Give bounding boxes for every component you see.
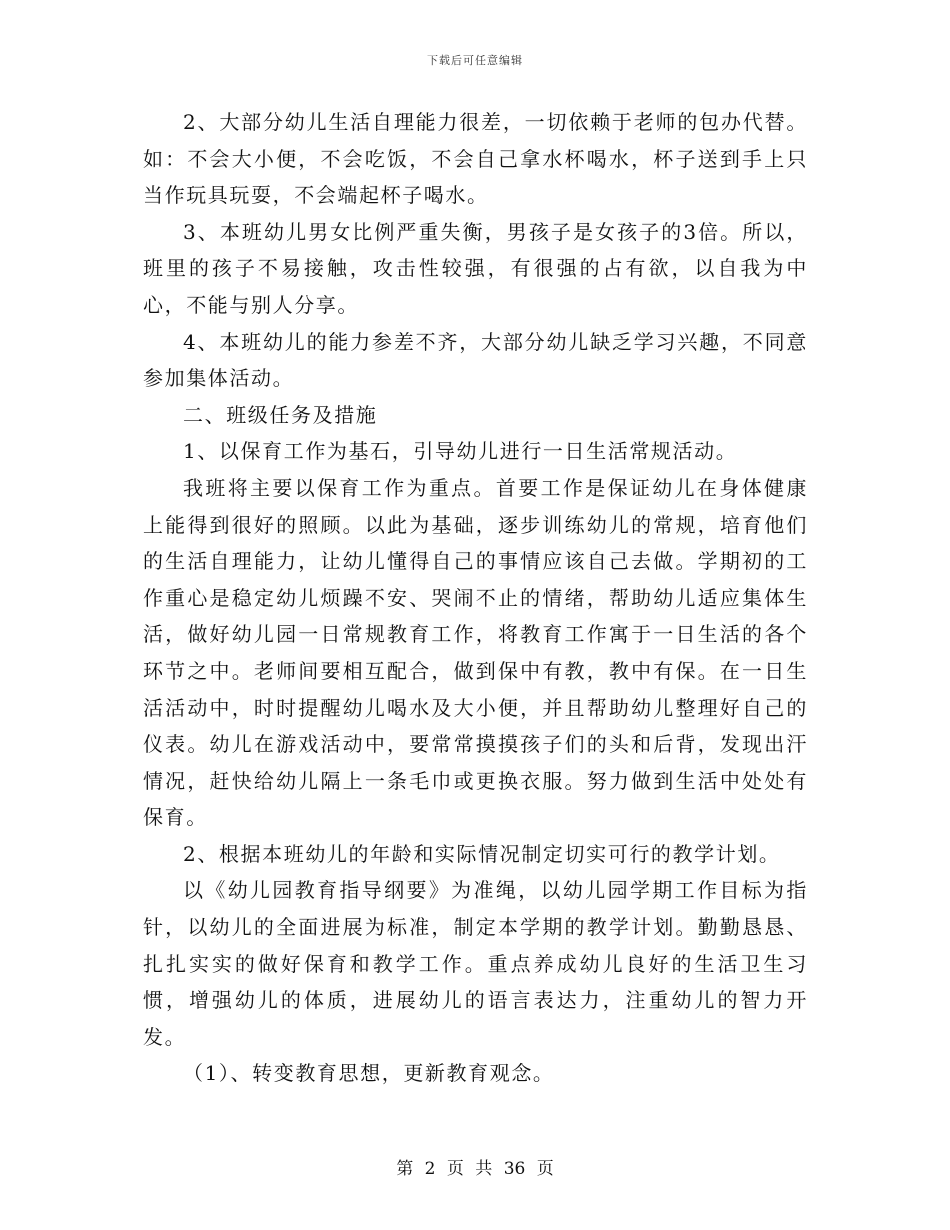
subheading-1: 1、以保育工作为基石，引导幼儿进行一日生活常规活动。 — [183, 439, 738, 464]
paragraph-5: 以《幼儿园教育指导纲要》为准绳，以幼儿园学期工作目标为指针，以幼儿的全面进展为标准，制定本学期的教学计划。勤勤恳恳、扎扎实实的做好保育和教学工作。重点养成幼儿良好的生活卫生习惯，增强幼儿的体质，进展幼儿的语言表达力，注重幼儿的智力开发。 — [143, 878, 808, 1049]
document-body — [143, 104, 808, 1092]
paragraph-3: 4、本班幼儿的能力参差不齐，大部分幼儿缺乏学习兴趣，不同意参加集体活动。 — [143, 329, 808, 391]
page-number-footer: 第 2 页 共 36 页 — [396, 1159, 554, 1179]
paragraph-2: 3、本班幼儿男女比例严重失衡，男孩子是女孩子的3倍。所以，班里的孩子不易接触，攻击性较强，有很强的占有欲，以自我为中心，不能与别人分享。 — [143, 219, 808, 317]
subheading-3: （1）、转变教育思想，更新教育观念。 — [183, 1061, 555, 1086]
paragraph-1: 2、大部分幼儿生活自理能力很差，一切依赖于老师的包办代替。如：不会大小便，不会吃饭，不会自己拿水杯喝水，杯子送到手上只当作玩具玩耍，不会端起杯子喝水。 — [143, 110, 808, 208]
section-heading: 二、班级任务及措施 — [183, 402, 378, 427]
paragraph-4: 我班将主要以保育工作为重点。首要工作是保证幼儿在身体健康上能得到很好的照顾。以此为基础，逐步训练幼儿的常规，培育他们的生活自理能力，让幼儿懂得自己的事情应该自己去做。学期初的工作重心是稳定幼儿烦躁不安、哭闹不止的情绪，帮助幼儿适应集体生活，做好幼儿园一日常规教育工作，将教育工作寓于一日生活的各个环节之中。老师间要相互配合，做到保中有教，教中有保。在一日生活活动中，时时提醒幼儿喝水及大小便，并且帮助幼儿整理好自己的仪表。幼儿在游戏活动中，要常常摸摸孩子们的头和后背，发现出汗情况，赶快给幼儿隔上一条毛巾或更换衣服。努力做到生活中处处有保育。 — [143, 475, 808, 830]
page-header: 下载后可任意编辑 — [427, 54, 523, 67]
subheading-2: 2、根据本班幼儿的年龄和实际情况制定切实可行的教学计划。 — [183, 841, 781, 866]
